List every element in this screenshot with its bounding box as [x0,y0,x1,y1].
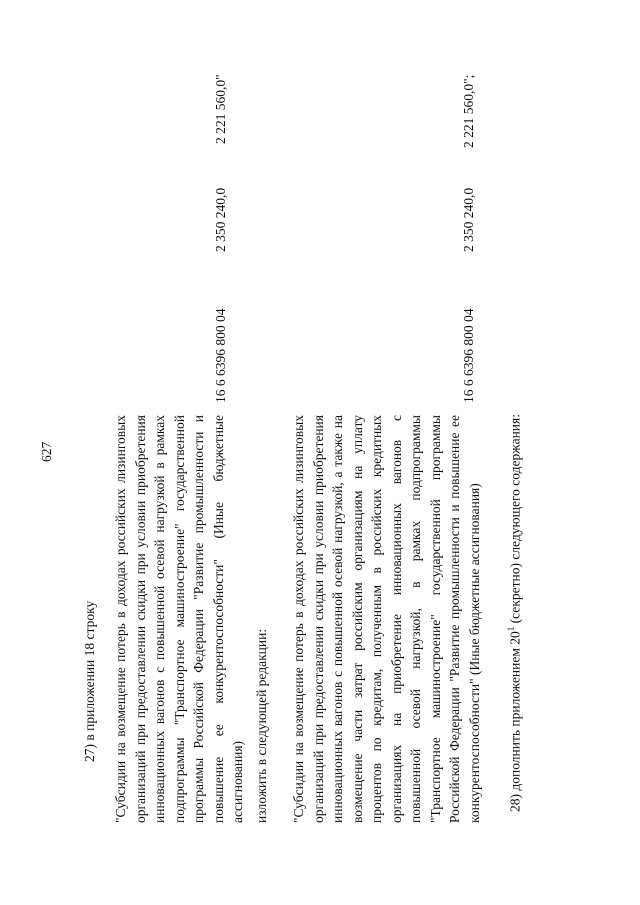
old-row-description: "Субсидии на возмещение потерь в доходах российских лизинговых организаций при предоставлении скидки при условии приобретения инновационных вагонов с повышенной осевой нагрузкой в рамках подпрограммы "Транспортное машиностроение" государственной программы Российской Федерации "Развитие промышленности и повышение ее конкурентоспособности" (Иные бюджетные ассигнования) [113,415,245,823]
item-28-text-before: 28) дополнить приложением 20 [507,631,523,812]
edit-connector-text: изложить в следующей редакции: [254,628,269,823]
new-row-code: 16 6 6396 800 04 [461,308,476,403]
old-row-value-1: 2 350 240,0 [213,187,228,252]
new-row-description: "Субсидии на возмещение потерь в доходах российских лизинговых организаций при предоставлении скидки при условии приобретения инновационных вагонов с повышенной осевой нагрузкой, а также на возмещение части затрат российским организациям на уплату процентов по кредитам, полученным в российских кредитных организациях на приобретение инновационных вагонов с повышенной осевой нагрузкой, в рамках подпрограммы "Транспортное машиностроение" государственной программы Российской Федерации "Развитие промышленности и повышение ее конкурентоспособности" (Иные бюджетные ассигнования) [291,415,482,823]
old-row-code: 16 6 6396 800 04 [213,308,228,403]
item-28-text [507,414,522,812]
page-number: 627 [39,441,54,462]
item-28-text-after: (секретно) следующего содержания: [507,414,523,627]
item-27-heading: 27) в приложении 18 строку [82,600,97,762]
old-row-value-2: 2 221 560,0" [213,74,228,144]
new-row-value-2: 2 221 560,0"; [461,74,476,148]
item-28-superscript: 1 [506,626,516,632]
new-row-value-1: 2 350 240,0 [461,187,476,252]
